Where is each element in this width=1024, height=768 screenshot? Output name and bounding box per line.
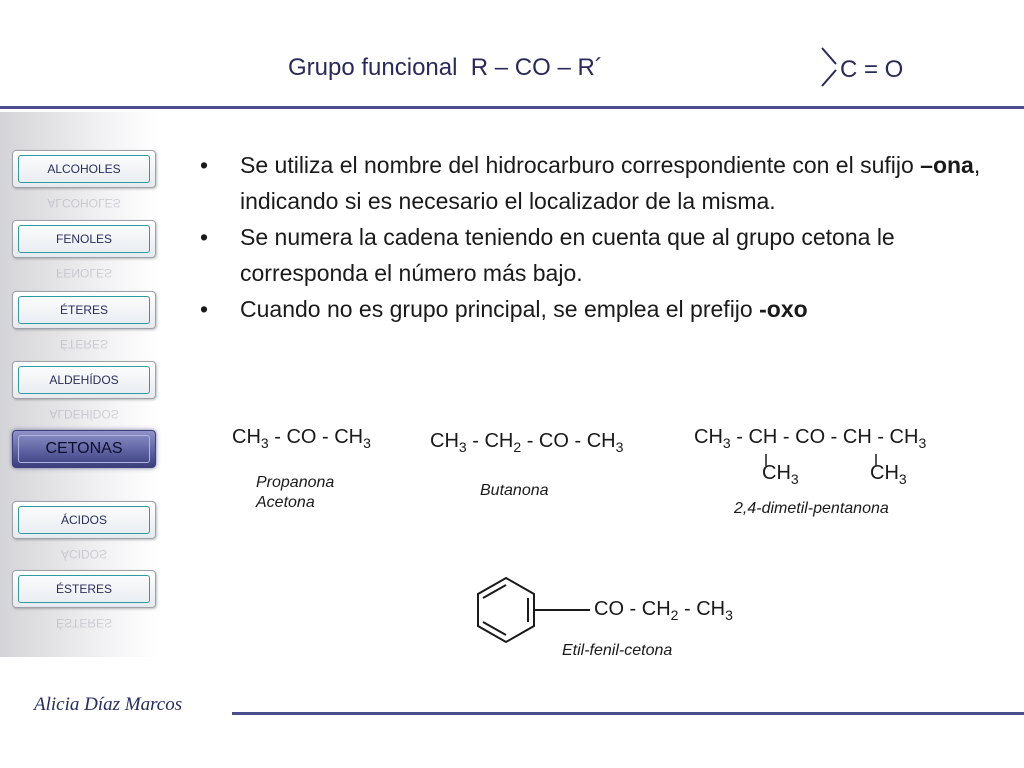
nav-button-label: ALCOHOLES bbox=[18, 155, 150, 183]
nav-button-label: ÉTERES bbox=[18, 296, 150, 324]
bullet-text: , indicando si es necesario el localizador de la misma. bbox=[240, 152, 981, 214]
nav-button-fenoles[interactable] bbox=[12, 220, 156, 258]
nav-button-acidos[interactable] bbox=[12, 501, 156, 539]
formula-etilfenilcetona: CO - $CH_2 - CH_3$ bbox=[594, 598, 733, 623]
nav-reflection: ÁCIDOS bbox=[60, 547, 107, 561]
nav-button-alcoholes[interactable] bbox=[12, 150, 156, 188]
nav-button-cetonas[interactable] bbox=[12, 430, 156, 468]
compound-name: Butanona bbox=[480, 482, 549, 499]
nav-reflection: ALCOHOLES bbox=[47, 196, 121, 210]
bullet-emphasis: –ona bbox=[920, 152, 974, 178]
nav-reflection: ALDEHÍDOS bbox=[49, 407, 119, 421]
bullet-item bbox=[200, 148, 1000, 220]
carbonyl-text: C = O bbox=[840, 56, 904, 83]
formula-methyl-branch: $CH_3$ bbox=[870, 462, 907, 487]
formula-dimetilpentanona: $CH_3$ - CH - CO - CH - $CH_3$ bbox=[694, 426, 927, 451]
footer-author: Alicia Díaz Marcos bbox=[34, 694, 183, 715]
nav-button-label: ALDEHÍDOS bbox=[18, 366, 150, 394]
nav-button-label: CETONAS bbox=[18, 435, 150, 463]
nav-button-label: ÁCIDOS bbox=[18, 506, 150, 534]
bullet-emphasis: -oxo bbox=[759, 295, 808, 322]
nav-reflection: FENOLES bbox=[55, 266, 112, 280]
bullet-text: Se numera la cadena teniendo en cuenta que al grupo cetona le corresponda el número más bajo. bbox=[240, 223, 895, 286]
nav-reflection: ÉTERES bbox=[59, 337, 108, 351]
nav-button-esteres[interactable] bbox=[12, 570, 156, 608]
bullet-item bbox=[200, 292, 1000, 328]
compound-name: Acetona bbox=[256, 494, 315, 511]
title-rule bbox=[0, 106, 1024, 109]
nav-button-eteres[interactable] bbox=[12, 291, 156, 329]
compound-name: Etil-fenil-cetona bbox=[562, 642, 673, 659]
bullet-text: Se utiliza el nombre del hidrocarburo correspondiente con el sufijo bbox=[240, 152, 921, 178]
bullet-text: Cuando no es grupo principal, se emplea el prefijo bbox=[240, 295, 760, 322]
nav-button-label: ÉSTERES bbox=[18, 575, 150, 603]
nav-button-label: FENOLES bbox=[18, 225, 150, 253]
carbonyl-symbol bbox=[816, 44, 916, 90]
compound-name: Propanona bbox=[256, 474, 335, 491]
footer-rule bbox=[232, 712, 1024, 715]
slide-title: Grupo funcional R – CO – R´ bbox=[288, 54, 603, 81]
formula-propanona: $CH_3$ - CO - $CH_3$ bbox=[232, 426, 371, 451]
bullet-list bbox=[200, 148, 1000, 327]
bullet-item bbox=[200, 220, 1000, 292]
formula-butanona: $CH_3 - CH_2$ - CO - $CH_3$ bbox=[430, 430, 624, 455]
compound-name: 2,4-dimetil-pentanona bbox=[734, 500, 889, 517]
nav-button-aldehidos[interactable] bbox=[12, 361, 156, 399]
nav-reflection: ÉSTERES bbox=[55, 616, 112, 630]
formula-methyl-branch: $CH_3$ bbox=[762, 462, 799, 487]
